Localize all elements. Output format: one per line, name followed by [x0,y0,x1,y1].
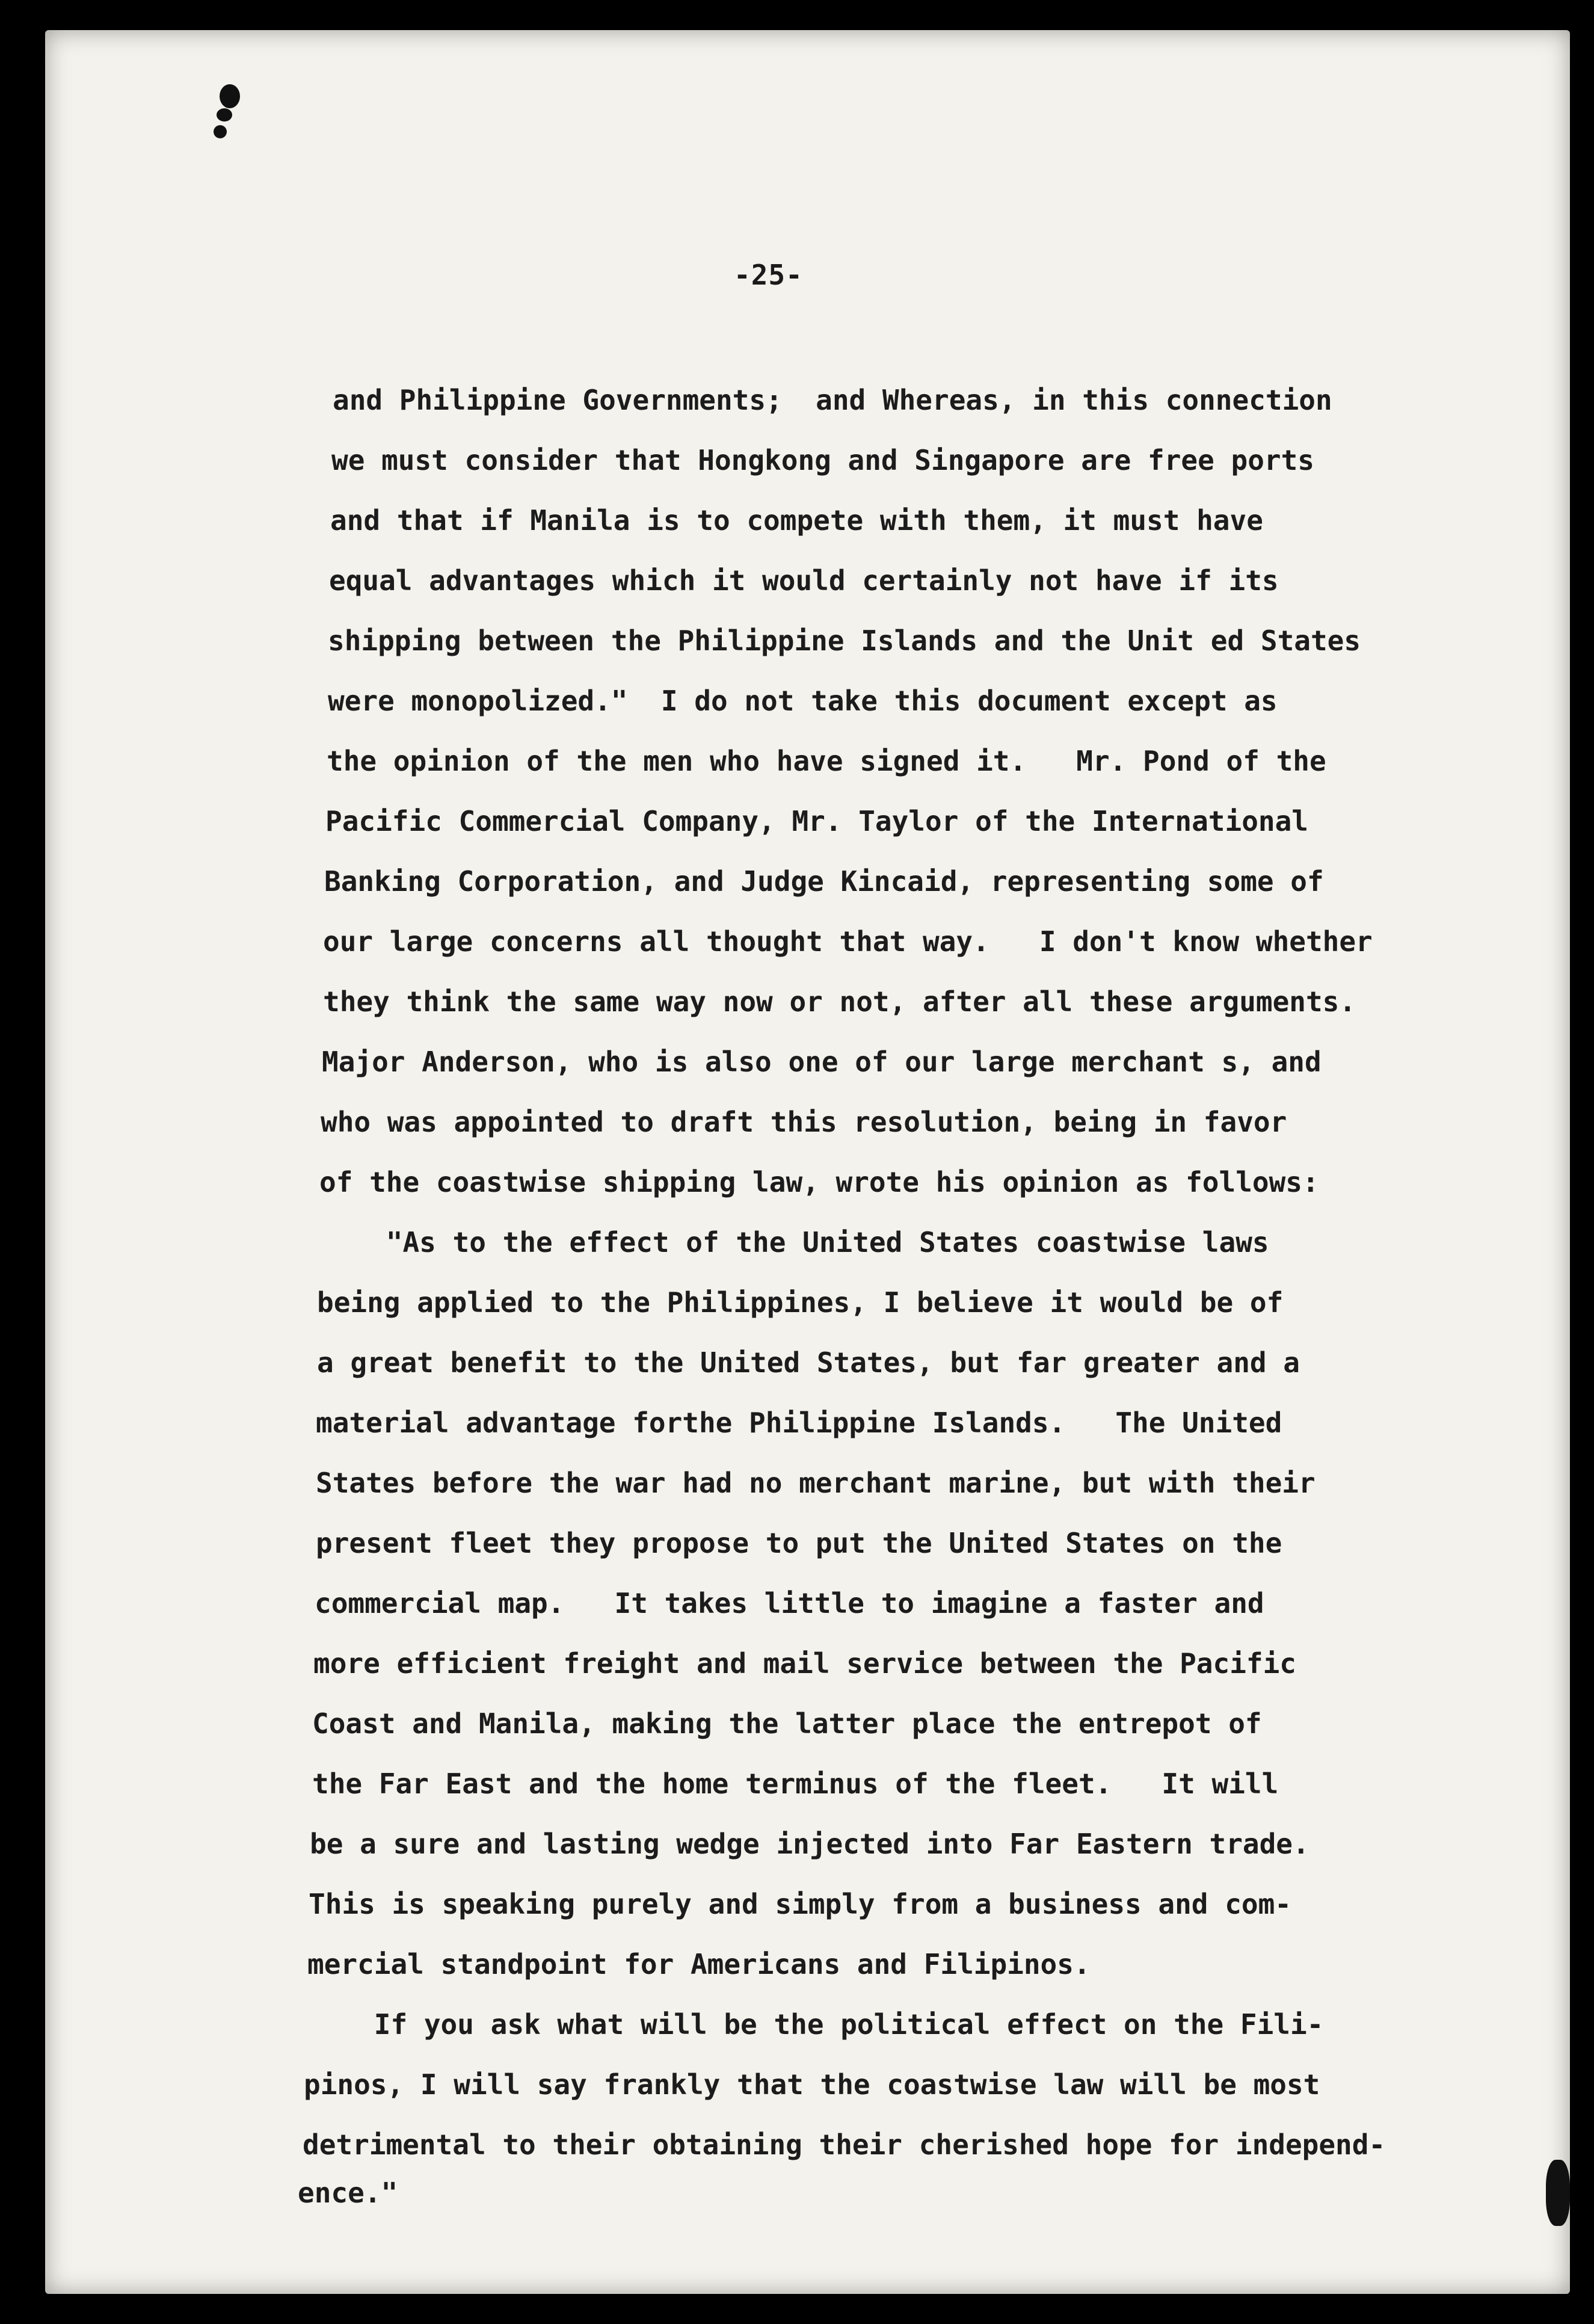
text-line: and Philippine Governments; and Whereas, in this connection [333,384,1332,416]
text-line: of the coastwise shipping law, wrote his opinion as follows: [319,1166,1319,1198]
page-number: -25- [734,259,803,291]
text-line: Major Anderson, who is also one of our large merchant s, and [322,1046,1322,1078]
text-line: This is speaking purely and simply from a business and com- [309,1888,1291,1920]
text-line: our large concerns all thought that way. I don't know whether [323,925,1373,958]
text-line: mercial standpoint for Americans and Filipinos. [307,1948,1091,1980]
text-line: be a sure and lasting wedge injected into Far Eastern trade. [310,1828,1309,1860]
text-line: the opinion of the men who have signed it. Mr. Pond of the [327,745,1326,777]
text-line: Banking Corporation, and Judge Kincaid, representing some of [324,865,1324,898]
text-line: who was appointed to draft this resolution, being in favor [321,1106,1287,1138]
text-line: States before the war had no merchant marine, but with their [316,1467,1316,1499]
text-line: being applied to the Philippines, I believe it would be of [317,1286,1284,1319]
text-line: Pacific Commercial Company, Mr. Taylor of the International [325,805,1308,837]
text-line: detrimental to their obtaining their cherished hope for independ- [303,2128,1386,2161]
text-line: pinos, I will say frankly that the coastwise law will be most [304,2068,1320,2101]
text-line: If you ask what will be the political effect on the Fili- [307,2008,1324,2041]
text-line: "As to the effect of the United States coastwise laws [319,1226,1269,1259]
text-line: Coast and Manila, making the latter place the entrepot of [312,1707,1262,1740]
text-line: we must consider that Hongkong and Singapore are free ports [331,444,1314,476]
text-line: equal advantages which it would certainly not have if its [329,564,1279,597]
text-line: ence." [298,2177,398,2209]
text-line: and that if Manila is to compete with them, it must have [330,504,1263,537]
text-line: they think the same way now or not, after all these arguments. [323,985,1356,1018]
text-line: material advantage forthe Philippine Islands. The United [316,1407,1282,1439]
text-line: shipping between the Philippine Islands and the Unit ed States [328,624,1361,657]
text-line: more efficient freight and mail service between the Pacific [313,1647,1296,1680]
text-line: were monopolized." I do not take this document except as [328,685,1278,717]
text-line: a great benefit to the United States, but far greater and a [317,1346,1300,1379]
text-line: the Far East and the home terminus of the fleet. It will [312,1768,1279,1800]
text-line: commercial map. It takes little to imagine a faster and [315,1587,1264,1620]
text-line: present fleet they propose to put the United States on the [316,1527,1282,1559]
